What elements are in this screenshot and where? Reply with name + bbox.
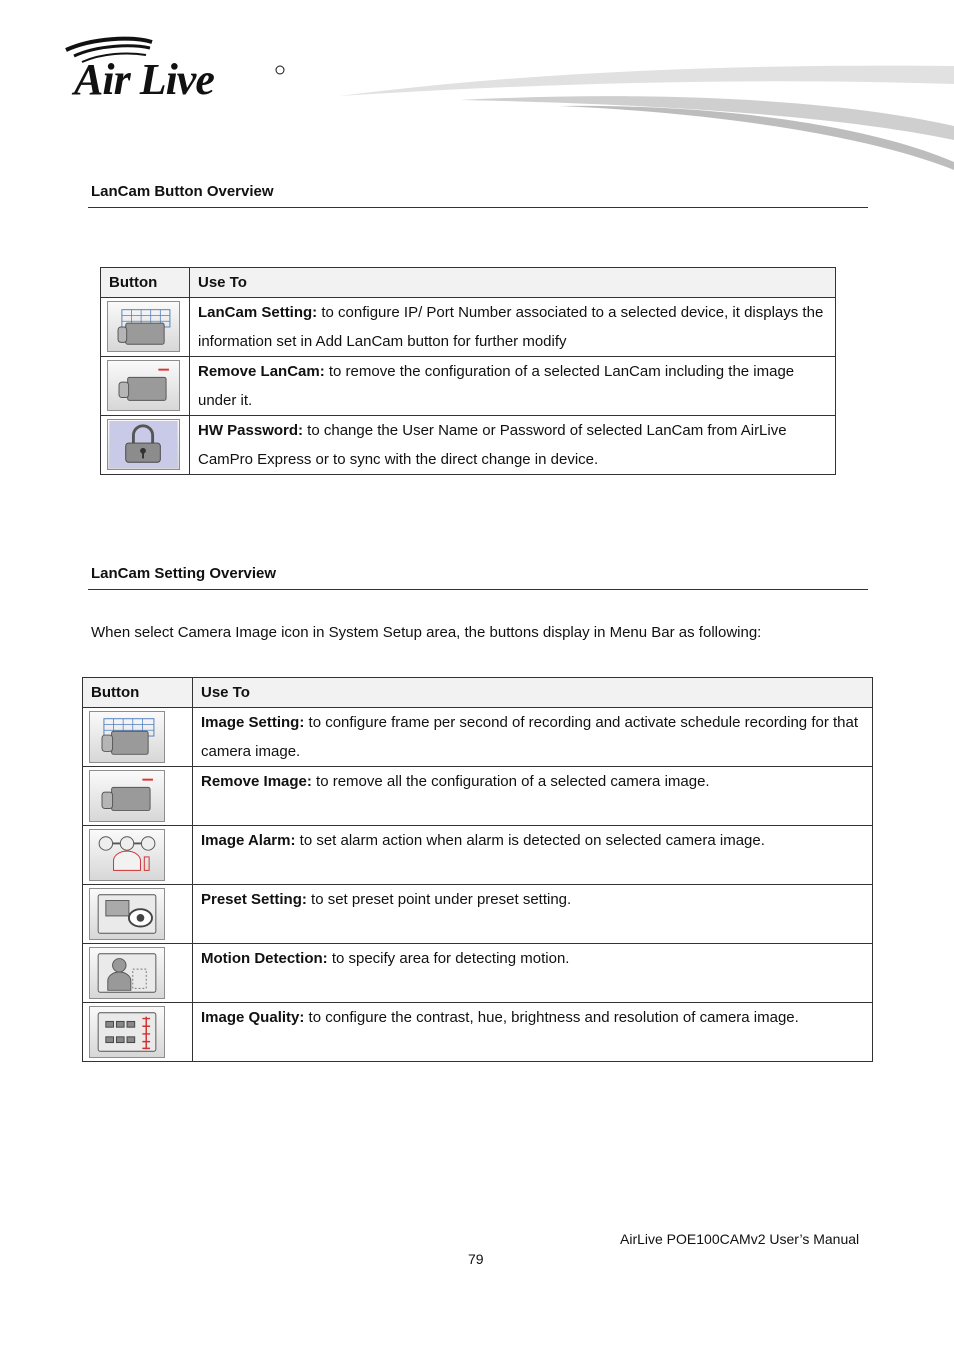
column-header-use-to: Use To: [190, 268, 836, 298]
row-label: Image Quality:: [201, 1009, 305, 1026]
row-description: to change the User Name or Password of selected LanCam from AirLive CamPro Express or to sync with the direct change in device.: [198, 422, 787, 468]
motion-detection-icon: [89, 947, 165, 999]
row-description: to remove the configuration of a selected LanCam including the image under it.: [198, 363, 795, 409]
table-row: [101, 298, 836, 357]
row-label: Image Alarm:: [201, 832, 296, 849]
preset-setting-icon: [89, 888, 165, 940]
row-label: Image Setting:: [201, 714, 305, 731]
row-label: Motion Detection:: [201, 950, 328, 967]
table-header-row: [83, 678, 873, 708]
row-label: Preset Setting:: [201, 891, 307, 908]
table-row: [83, 826, 873, 885]
row-description: to configure frame per second of recording and activate schedule recording for that camera image.: [201, 714, 859, 760]
intro-paragraph: When select Camera Image icon in System Setup area, the buttons display in Menu Bar as following:: [91, 624, 762, 641]
hw-password-icon: [107, 419, 180, 470]
footer-manual-title: AirLive POE100CAMv2 User’s Manual: [620, 1231, 860, 1247]
row-description: to configure IP/ Port Number associated to a selected device, it displays the information set in Add LanCam button for further modify: [198, 304, 824, 350]
column-header-button: Button: [83, 678, 193, 708]
lancam-setting-icon: [107, 301, 180, 352]
table-row: [83, 1003, 873, 1062]
section-title-setting-overview: LanCam Setting Overview: [88, 565, 868, 590]
table-row: [101, 416, 836, 475]
row-label: Remove LanCam:: [198, 363, 325, 380]
lancam-button-table: [100, 267, 836, 475]
table-row: [83, 708, 873, 767]
svg-text:Air Live: Air Live: [74, 55, 214, 102]
column-header-button: Button: [101, 268, 190, 298]
column-header-use-to: Use To: [193, 678, 873, 708]
image-quality-icon: [89, 1006, 165, 1058]
image-alarm-icon: [89, 829, 165, 881]
table-row: [83, 767, 873, 826]
page-number: 79: [468, 1251, 484, 1267]
lancam-setting-table: [82, 677, 873, 1062]
header-swoosh: [340, 60, 954, 172]
row-description: to specify area for detecting motion.: [327, 950, 570, 967]
row-description: to configure the contrast, hue, brightness and resolution of camera image.: [304, 1009, 799, 1026]
row-label: Remove Image:: [201, 773, 312, 790]
row-label: HW Password:: [198, 422, 304, 439]
row-label: LanCam Setting:: [198, 304, 318, 321]
row-description: to set alarm action when alarm is detected on selected camera image.: [295, 832, 765, 849]
table-row: [83, 944, 873, 1003]
remove-lancam-icon: [107, 360, 180, 411]
section-title-button-overview: LanCam Button Overview: [88, 183, 868, 208]
row-description: to set preset point under preset setting.: [306, 891, 572, 908]
airlive-logo: [62, 36, 292, 102]
row-description: to remove all the configuration of a selected camera image.: [311, 773, 710, 790]
table-row: [83, 885, 873, 944]
table-row: [101, 357, 836, 416]
table-header-row: [101, 268, 836, 298]
image-setting-icon: [89, 711, 165, 763]
remove-image-icon: [89, 770, 165, 822]
